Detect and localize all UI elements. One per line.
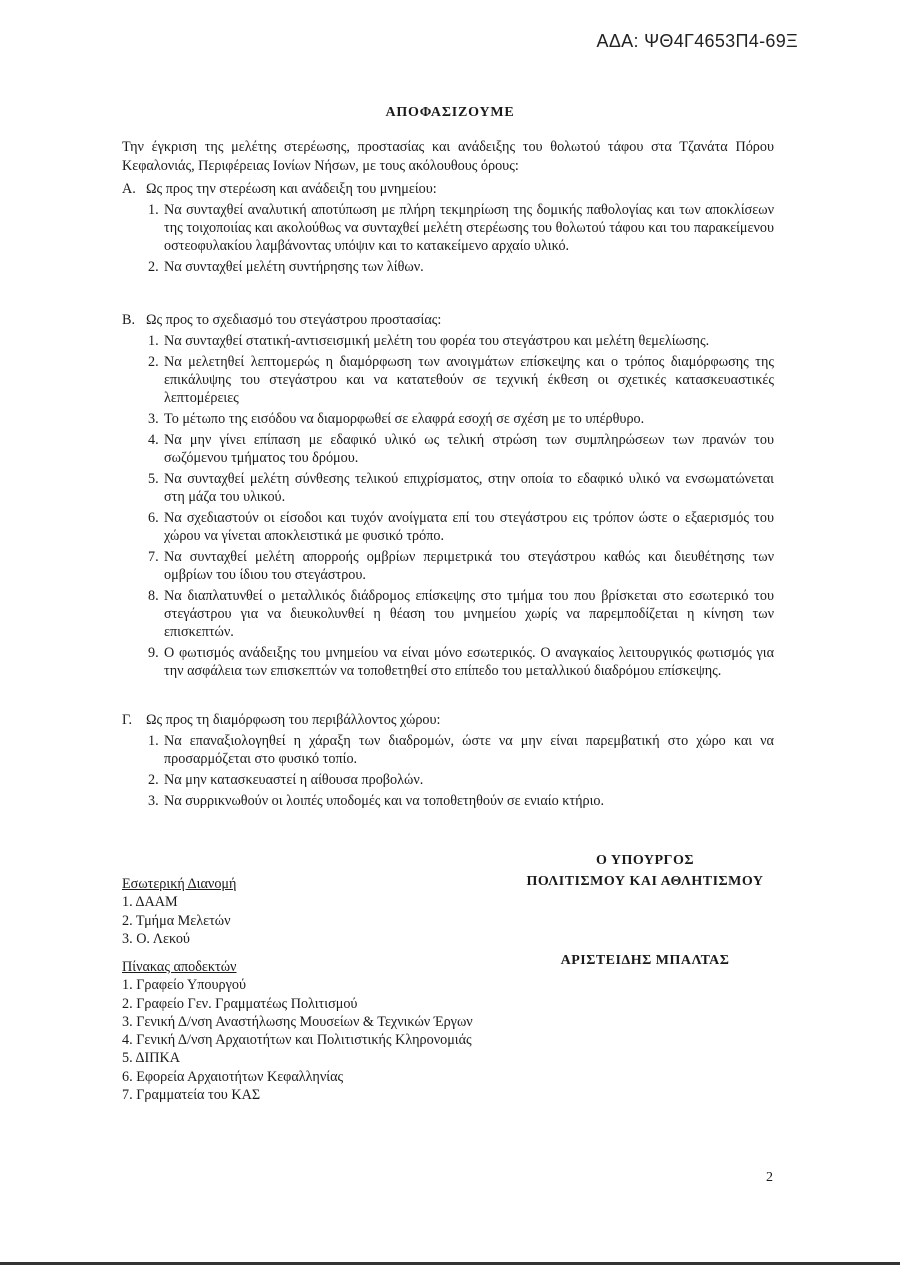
recipients-title: Πίνακας αποδεκτών — [122, 959, 237, 975]
decision-heading: ΑΠΟΦΑΣΙΖΟΥΜΕ — [385, 105, 515, 120]
recipients-list — [122, 958, 552, 1104]
list-item — [122, 548, 774, 584]
item-number: 2. — [148, 354, 159, 370]
minister-line-2: ΠΟΛΙΤΙΣΜΟΥ ΚΑΙ ΑΘΛΗΤΙΣΜΟΥ — [526, 874, 764, 889]
item-text: Να σχεδιαστούν οι είσοδοι και τυχόν ανοίγματα επί του στεγάστρου εις τρόπον ώστε ο εξαερισμός του χώρου να γίνεται αποκλειστικά με φυσικό τρόπο. — [164, 510, 774, 544]
section-letter: Γ. — [122, 712, 133, 728]
list-item: 1. Γραφείο Υπουργού — [122, 977, 246, 994]
list-item — [122, 771, 774, 789]
list-item — [122, 353, 774, 407]
item-text: Να διαπλατυνθεί ο μεταλλικός διάδρομος επίσκεψης στο τμήμα του που βρίσκεται στο εσωτερικό του στεγάστρου για να διευκολυνθεί η θέαση του μνημείου χωρίς να παρεμποδίζεται η κίνηση των επισκεπτών. — [164, 588, 774, 640]
section-items — [122, 332, 774, 680]
list-item — [122, 509, 774, 545]
list-item — [122, 732, 774, 768]
item-text: Να συνταχθεί μελέτη συντήρησης των λίθων. — [164, 259, 424, 275]
section-letter: Β. — [122, 312, 136, 328]
list-item — [122, 431, 774, 467]
list-item — [122, 201, 774, 255]
list-item — [122, 792, 774, 810]
item-text: Να επαναξιολογηθεί η χάραξη των διαδρομών, ώστε να μην είναι παρεμβατική στο χώρο και να προσαρμόζεται στο φυσικό τοπίο. — [164, 733, 774, 767]
item-number: 9. — [148, 645, 159, 661]
internal-distribution — [122, 875, 552, 948]
section-title: Ως προς τη διαμόρφωση του περιβάλλοντος χώρου: — [146, 712, 441, 728]
item-text: Να συνταχθεί αναλυτική αποτύπωση με πλήρη τεκμηρίωση της δομικής παθολογίας και των αποκλίσεων της τοιχοποιίας και ακολούθως να συνταχθεί μελέτη στερέωσης του θολωτού τάφου και του παρακείμενου οστεοφυλακίου λαμβάνοντας υπόψιν και το κατακείμενο αρχαίο υλικό. — [164, 202, 774, 254]
section-title: Ως προς την στερέωση και ανάδειξη του μνημείου: — [146, 181, 437, 197]
item-number: 2. — [148, 772, 159, 788]
list-item: 5. ΔΙΠΚΑ — [122, 1050, 180, 1067]
section-items — [122, 201, 774, 276]
item-text: Να συρρικνωθούν οι λοιπές υποδομές και να τοποθετηθούν σε ενιαίο κτήριο. — [164, 793, 605, 809]
item-number: 2. — [148, 259, 159, 275]
list-item — [122, 258, 774, 276]
item-number: 1. — [148, 202, 159, 218]
intro-paragraph: Την έγκριση της μελέτης στερέωσης, προστασίας και ανάδειξης του θολωτού τάφου στα Τζανάτα Πόρου Κεφαλονιάς, Περιφέρειας Ιονίων Νήσων, με τους ακόλουθους όρους: — [122, 139, 774, 174]
list-item — [122, 410, 774, 428]
section-heading — [122, 711, 774, 729]
scan-edge-line — [0, 1262, 900, 1265]
item-number: 1. — [148, 733, 159, 749]
page-number: 2 — [766, 1170, 773, 1185]
item-number: 4. — [148, 432, 159, 448]
section-heading — [122, 311, 774, 329]
item-text: Το μέτωπο της εισόδου να διαμορφωθεί σε ελαφρά εσοχή σε σχέση με το υπέρθυρο. — [164, 411, 645, 427]
list-item: 7. Γραμματεία του ΚΑΣ — [122, 1087, 261, 1104]
item-number: 3. — [148, 411, 159, 427]
item-text: Ο φωτισμός ανάδειξης του μνημείου να είναι μόνο εσωτερικός. Ο αναγκαίος λειτουργικός φωτισμός για την ασφάλεια των επισκεπτών να τοποθετηθεί στο επίπεδο του μεταλλικού διαδρόμου επίσκεψης. — [164, 645, 774, 679]
minister-line-1: Ο ΥΠΟΥΡΓΟΣ — [595, 853, 694, 868]
list-item: 1. ΔΑΑΜ — [122, 894, 178, 911]
list-item: 3. Ο. Λεκού — [122, 930, 190, 947]
item-text: Να μην γίνει επίπαση με εδαφικό υλικό ως τελική στρώση των συμπληρώσεων των πρανών του σωζόμενου τμήματος του δρόμου. — [164, 432, 774, 466]
item-text: Να συνταχθεί μελέτη απορροής ομβρίων περιμετρικά του στεγάστρου καθώς και διευθέτησης των ομβρίων του ίδιου του στεγάστρου. — [164, 549, 774, 583]
section-a — [122, 180, 774, 276]
list-item: 4. Γενική Δ/νση Αρχαιοτήτων και Πολιτιστικής Κληρονομιάς — [122, 1032, 472, 1049]
section-heading — [122, 180, 774, 198]
section-title: Ως προς το σχεδιασμό του στεγάστρου προστασίας: — [146, 312, 442, 328]
section-c — [122, 711, 774, 810]
item-number: 1. — [148, 333, 159, 349]
ada-code: ΑΔΑ: ΨΘ4Γ4653Π4-69Ξ — [596, 31, 798, 51]
list-item — [122, 332, 774, 350]
item-text: Να μελετηθεί λεπτομερώς η διαμόρφωση των ανοιγμάτων επίσκεψης και ο τρόπος διαμόρφωσης της επικάλυψης του στεγάστρου και να κατατεθούν σε τεχνική έκθεση οι σχετικές κατασκευαστικές λεπτομέρειες — [164, 354, 774, 406]
item-number: 8. — [148, 588, 159, 604]
list-item: 2. Γραφείο Γεν. Γραμματέως Πολιτισμού — [122, 995, 358, 1012]
list-item — [122, 587, 774, 641]
item-number: 7. — [148, 549, 159, 565]
item-number: 6. — [148, 510, 159, 526]
list-item: 6. Εφορεία Αρχαιοτήτων Κεφαλληνίας — [122, 1068, 344, 1085]
signer-name: ΑΡΙΣΤΕΙΔΗΣ ΜΠΑΛΤΑΣ — [560, 953, 730, 968]
section-b — [122, 311, 774, 680]
item-number: 5. — [148, 471, 159, 487]
item-number: 3. — [148, 793, 159, 809]
section-items — [122, 732, 774, 810]
list-item: 3. Γενική Δ/νση Αναστήλωσης Μουσείων & Τεχνικών Έργων — [122, 1013, 473, 1030]
item-text: Να συνταχθεί στατική-αντισεισμική μελέτη του φορέα του στεγάστρου και μελέτη θεμελίωσης. — [164, 333, 710, 349]
list-item — [122, 470, 774, 506]
internal-title: Εσωτερική Διανομή — [122, 876, 237, 892]
list-item: 2. Τμήμα Μελετών — [122, 912, 231, 929]
section-letter: Α. — [122, 181, 136, 197]
list-item — [122, 644, 774, 680]
item-text: Να συνταχθεί μελέτη σύνθεσης τελικού επιχρίσματος, στην οποία το εδαφικό υλικό να ενσωματώνεται στη μάζα του υλικού. — [164, 471, 774, 505]
item-text: Να μην κατασκευαστεί η αίθουσα προβολών. — [164, 772, 424, 788]
